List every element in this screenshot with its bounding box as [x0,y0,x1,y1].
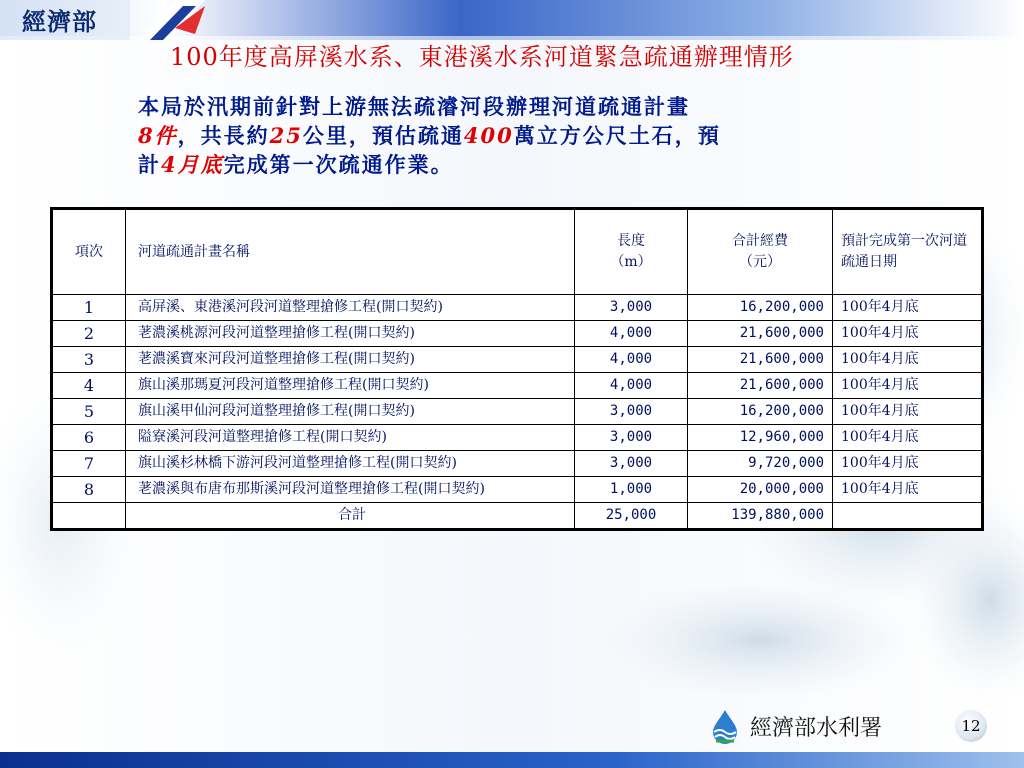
row-length: 3,000 [575,295,688,321]
table-row [52,347,983,373]
row-item: 4 [52,373,126,399]
intro-line1: 本局於汛期前針對上游無法疏濬河段辦理河道疏通計畫 [138,94,690,119]
row-cost: 16,200,000 [688,295,833,321]
row-cost: 12,960,000 [688,425,833,451]
row-date: 100年4月底 [833,399,983,425]
total-label: 合計 [126,503,575,530]
footer-brand: 經濟部水利署 [750,715,883,741]
row-length: 1,000 [575,477,688,503]
total-date-empty [833,503,983,530]
table-row [52,321,983,347]
row-name: 隘寮溪河段河道整理搶修工程(開口契約) [126,425,575,451]
row-date: 100年4月底 [833,295,983,321]
header-length: 長度 （m） [575,209,688,295]
row-item: 5 [52,399,126,425]
header-item: 項次 [52,209,126,295]
table-row [52,399,983,425]
intro-length-value: 25 [269,123,303,148]
intro-paragraph [138,92,828,179]
intro-deadline: 4月底 [161,152,224,177]
total-cost: 139,880,000 [688,503,833,530]
table-row [52,477,983,503]
project-table [50,207,984,531]
row-date: 100年4月底 [833,347,983,373]
row-date: 100年4月底 [833,373,983,399]
water-drop-icon [708,708,742,744]
intro-text: 萬立方公尺土石，預 [513,123,721,148]
row-item: 7 [52,451,126,477]
row-date: 100年4月底 [833,477,983,503]
slide-title: 100年度高屏溪水系、東港溪水系河道緊急疏通辦理情形 [170,43,794,71]
project-table-container [50,207,984,531]
intro-text: 完成第一次疏通作業。 [223,152,454,177]
total-empty-cell [52,503,126,530]
row-length: 4,000 [575,321,688,347]
row-length: 3,000 [575,399,688,425]
intro-volume-value: 400 [463,123,514,148]
row-cost: 9,720,000 [688,451,833,477]
intro-text: 公里 [302,123,349,148]
table-header-row [52,209,983,295]
row-name: 荖濃溪寶來河段河道整理搶修工程(開口契約) [126,347,575,373]
header-cost: 合計經費 （元） [688,209,833,295]
footer-logo [708,708,882,744]
table-row [52,295,983,321]
row-length: 4,000 [575,373,688,399]
row-name: 旗山溪杉林橋下游河段河道整理搶修工程(開口契約) [126,451,575,477]
row-name: 旗山溪甲仙河段河道整理搶修工程(開口契約) [126,399,575,425]
row-cost: 21,600,000 [688,321,833,347]
row-name: 高屏溪、東港溪河段河道整理搶修工程(開口契約) [126,295,575,321]
row-length: 3,000 [575,451,688,477]
row-date: 100年4月底 [833,321,983,347]
row-cost: 21,600,000 [688,373,833,399]
header-bar [0,0,1024,40]
row-name: 旗山溪那瑪夏河段河道整理搶修工程(開口契約) [126,373,575,399]
row-name: 荖濃溪桃源河段河道整理搶修工程(開口契約) [126,321,575,347]
row-item: 2 [52,321,126,347]
intro-text: 計 [138,152,161,177]
footer-bar [0,752,1024,768]
ministry-logo: 經濟部 [22,8,97,36]
row-cost: 21,600,000 [688,347,833,373]
table-row [52,373,983,399]
row-cost: 20,000,000 [688,477,833,503]
row-item: 6 [52,425,126,451]
row-item: 3 [52,347,126,373]
intro-count: 8件 [138,123,178,148]
header-name: 河道疏通計畫名稱 [126,209,575,295]
table-total-row [52,503,983,530]
row-cost: 16,200,000 [688,399,833,425]
row-date: 100年4月底 [833,425,983,451]
header-complete-date: 預計完成第一次河道疏通日期 [833,209,983,295]
intro-text: ，預估疏通 [348,123,464,148]
row-item: 1 [52,295,126,321]
row-date: 100年4月底 [833,451,983,477]
row-length: 4,000 [575,347,688,373]
row-name: 荖濃溪與布唐布那斯溪河段河道整理搶修工程(開口契約) [126,477,575,503]
row-item: 8 [52,477,126,503]
row-length: 3,000 [575,425,688,451]
page-number: 12 [955,710,987,742]
table-row [52,451,983,477]
table-row [52,425,983,451]
intro-text: ，共長約 [177,123,270,148]
total-length: 25,000 [575,503,688,530]
